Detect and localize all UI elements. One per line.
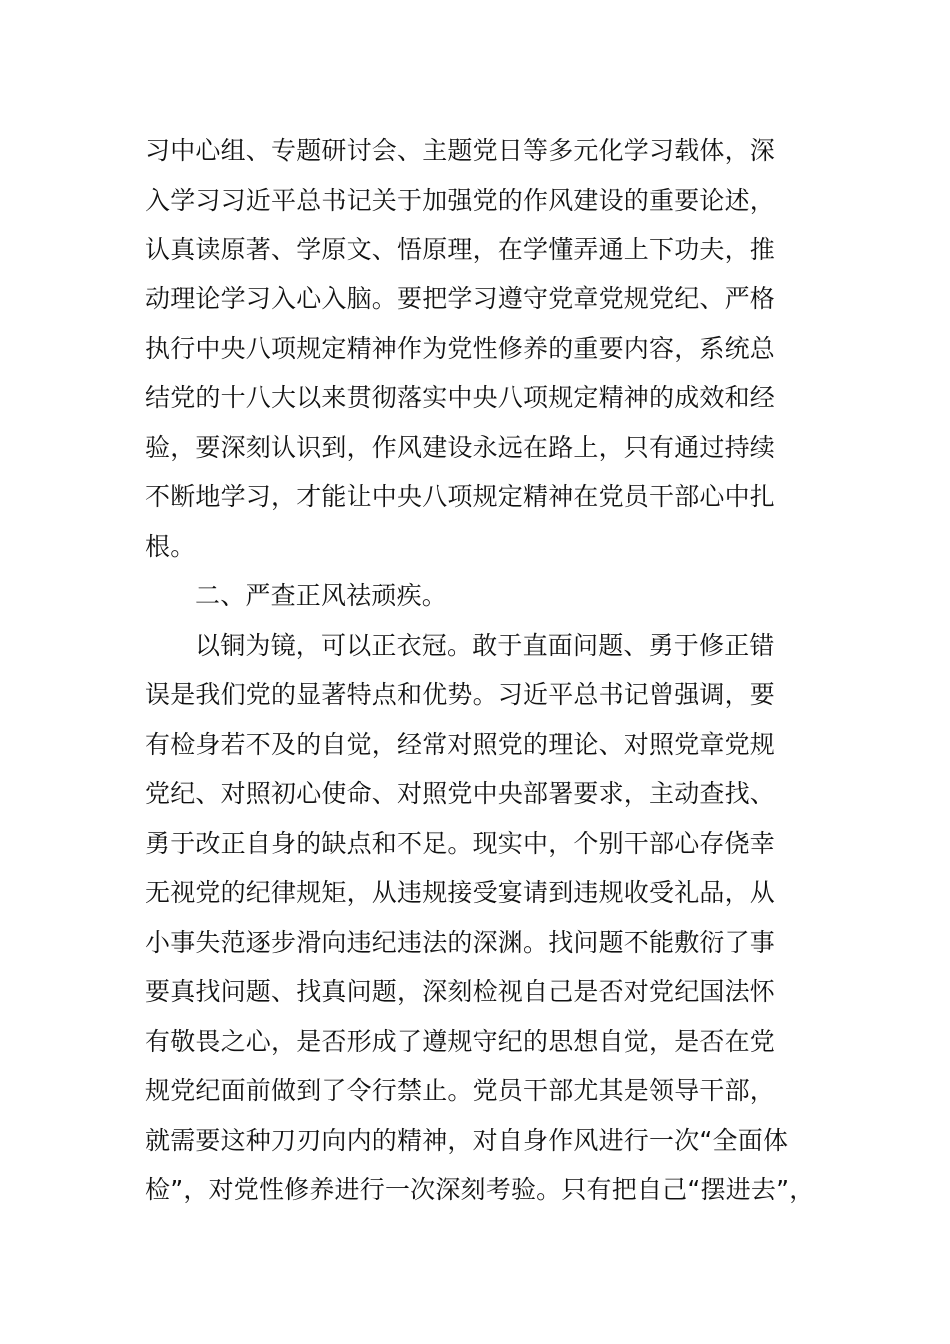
paragraph-line: 根。 [145,532,196,561]
paragraph-line: 入学习习近平总书记关于加强党的作风建设的重要论述， [145,186,776,215]
paragraph-line: 误是我们党的显著特点和优势。习近平总书记曾强调，要 [145,680,776,709]
paragraph-line: 要真找问题、找真问题，深刻检视自己是否对党纪国法怀 [145,977,776,1006]
paragraph-line: 验，要深刻认识到，作风建设永远在路上，只有通过持续 [145,433,776,462]
paragraph-line: 规党纪面前做到了令行禁止。党员干部尤其是领导干部， [145,1076,776,1105]
paragraph-line: 有敬畏之心，是否形成了遵规守纪的思想自觉，是否在党 [145,1027,776,1056]
paragraph-line: 结党的十八大以来贯彻落实中央八项规定精神的成效和经 [145,383,776,412]
paragraph-line: 动理论学习入心入脑。要把学习遵守党章党规党纪、严格 [145,284,776,313]
paragraph-line: 无视党的纪律规矩，从违规接受宴请到违规收受礼品，从 [145,878,776,907]
paragraph-line: 小事失范逐步滑向违纪违法的深渊。找问题不能敷衍了事 [145,928,776,957]
paragraph-line: 习中心组、专题研讨会、主题党日等多元化学习载体，深 [145,136,776,165]
paragraph-line: 认真读原著、学原文、悟原理，在学懂弄通上下功夫，推 [145,235,776,264]
paragraph-line: 就需要这种刀刃向内的精神，对自身作风进行一次“全面体 [145,1126,789,1155]
paragraph-line: 有检身若不及的自觉，经常对照党的理论、对照党章党规 [145,730,776,759]
section-heading: 二、严查正风祛顽疾。 [195,581,448,610]
paragraph-line: 勇于改正自身的缺点和不足。现实中，个别干部心存侥幸 [145,829,776,858]
paragraph-line: 检”，对党性修养进行一次深刻考验。只有把自己“摆进去”， [145,1175,815,1204]
paragraph-line: 执行中央八项规定精神作为党性修养的重要内容，系统总 [145,334,776,363]
paragraph-line: 以铜为镜，可以正衣冠。敢于直面问题、勇于修正错 [195,631,775,660]
paragraph-line: 党纪、对照初心使命、对照党中央部署要求，主动查找、 [145,779,776,808]
paragraph-line: 不断地学习，才能让中央八项规定精神在党员干部心中扎 [145,482,776,511]
